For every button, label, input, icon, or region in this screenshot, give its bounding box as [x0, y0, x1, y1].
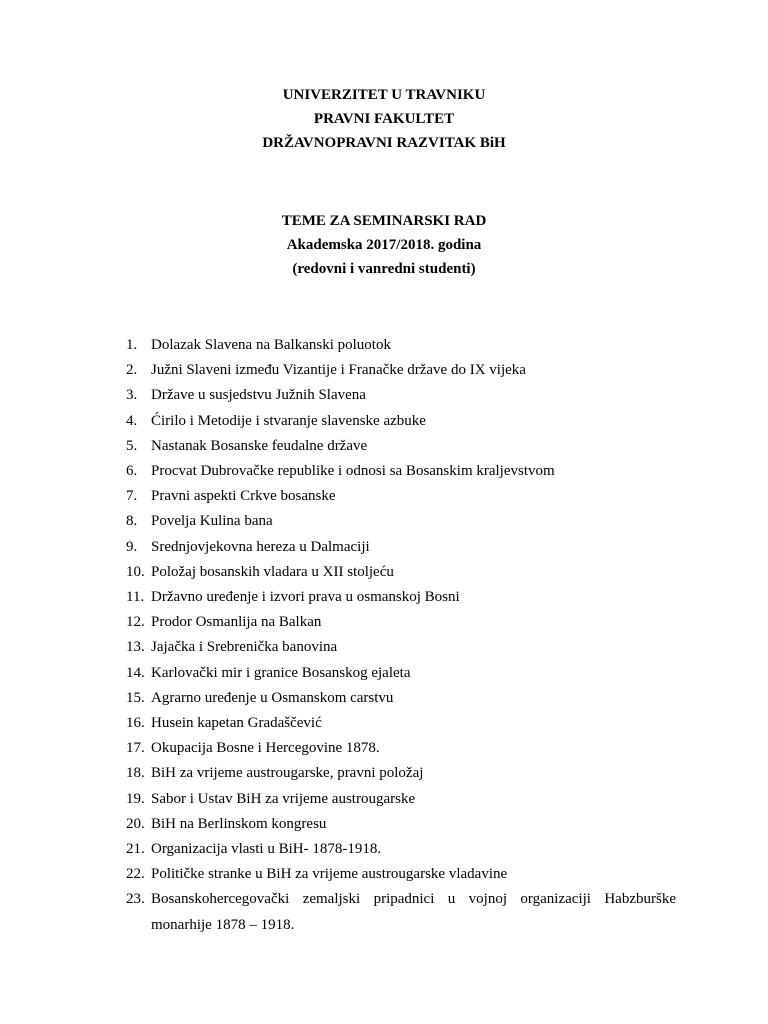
topic-item [126, 560, 676, 585]
topic-number: 21. [126, 841, 145, 858]
topic-text: Državno uređenje i izvori prava u osmanskoj Bosni [151, 589, 460, 606]
topic-text: Karlovački mir i granice Bosanskog ejaleta [151, 664, 411, 681]
topic-item [126, 585, 676, 610]
topic-text: Države u susjedstvu Južnih Slavena [151, 387, 366, 404]
topic-number: 15. [126, 689, 145, 706]
topic-item [126, 812, 676, 837]
topic-number: 6. [126, 463, 138, 480]
topic-text: Husein kapetan Gradaščević [151, 715, 322, 732]
topic-item [126, 509, 676, 534]
topic-number: 7. [126, 488, 138, 505]
topic-number: 23. [126, 891, 145, 908]
topic-item [126, 535, 676, 560]
topic-item [126, 761, 676, 786]
topic-text: Prodor Osmanlija na Balkan [151, 614, 322, 631]
student-category: (redovni i vanredni studenti) [292, 261, 476, 277]
topic-item [126, 736, 676, 761]
topic-text: Agrarno uređenje u Osmanskom carstvu [151, 689, 394, 706]
topic-item [126, 333, 676, 358]
topic-text: Bosanskohercegovački zemaljski pripadnici u vojnoj organizaciji Habzburške monarhije 1878 – 1918. [151, 891, 676, 933]
topic-number: 5. [126, 437, 138, 454]
topic-number: 19. [126, 790, 145, 807]
topic-text: Južni Slaveni između Vizantije i Franačke države do IX vijeka [151, 362, 526, 379]
topic-number: 8. [126, 513, 138, 530]
course-name: DRŽAVNOPRAVNI RAZVITAK BiH [262, 135, 506, 151]
topic-item [126, 484, 676, 509]
document-header [0, 83, 768, 155]
topic-number: 16. [126, 715, 145, 732]
topic-number: 17. [126, 740, 145, 757]
topic-item [126, 610, 676, 635]
topic-item [126, 661, 676, 686]
topic-item [126, 383, 676, 408]
topic-item [126, 862, 676, 887]
topic-number: 22. [126, 866, 145, 883]
topic-text: Procvat Dubrovačke republike i odnosi sa Bosanskim kraljevstvom [151, 463, 555, 480]
topic-number: 3. [126, 387, 138, 404]
seminar-topics-heading: TEME ZA SEMINARSKI RAD [281, 213, 487, 229]
topic-item [126, 434, 676, 459]
topic-text: Sabor i Ustav BiH za vrijeme austrougarske [151, 790, 416, 807]
topic-number: 12. [126, 614, 145, 631]
topic-number: 11. [126, 589, 145, 606]
university-name: UNIVERZITET U TRAVNIKU [282, 87, 486, 103]
faculty-name: PRAVNI FAKULTET [313, 111, 455, 127]
topic-number: 10. [126, 563, 145, 580]
topic-number: 14. [126, 664, 145, 681]
academic-year: Akademska 2017/2018. godina [286, 237, 482, 253]
topic-item [126, 837, 676, 862]
topics-list [126, 333, 676, 938]
topic-number: 9. [126, 538, 138, 555]
topic-item [126, 686, 676, 711]
topic-text: Političke stranke u BiH za vrijeme austrougarske vladavine [151, 866, 508, 883]
topic-item [126, 409, 676, 434]
topic-number: 1. [126, 337, 138, 353]
topic-item [126, 887, 676, 937]
topic-text: Jajačka i Srebrenička banovina [151, 639, 338, 656]
topic-number: 20. [126, 815, 145, 832]
topic-item [126, 787, 676, 812]
topic-item [126, 459, 676, 484]
topic-text: Okupacija Bosne i Hercegovine 1878. [151, 740, 380, 757]
document-subtitle [0, 209, 768, 281]
topic-number: 18. [126, 765, 145, 782]
topic-text: BiH za vrijeme austrougarske, pravni položaj [151, 765, 424, 782]
topic-text: Povelja Kulina bana [151, 513, 273, 530]
topic-item [126, 711, 676, 736]
topic-number: 2. [126, 362, 138, 379]
topic-text: Srednjovjekovna hereza u Dalmaciji [151, 538, 370, 555]
topic-text: Nastanak Bosanske feudalne države [151, 437, 368, 454]
topic-text: Organizacija vlasti u BiH- 1878-1918. [151, 841, 382, 858]
topic-text: Pravni aspekti Crkve bosanske [151, 488, 336, 505]
topic-number: 13. [126, 639, 145, 656]
topic-text: Položaj bosanskih vladara u XII stoljeću [151, 563, 394, 580]
topic-text: Dolazak Slavena na Balkanski poluotok [151, 337, 391, 353]
topic-number: 4. [126, 412, 138, 429]
topic-item [126, 635, 676, 660]
topic-text: BiH na Berlinskom kongresu [151, 815, 327, 832]
topic-text: Ćirilo i Metodije i stvaranje slavenske azbuke [151, 412, 426, 429]
topic-item [126, 358, 676, 383]
